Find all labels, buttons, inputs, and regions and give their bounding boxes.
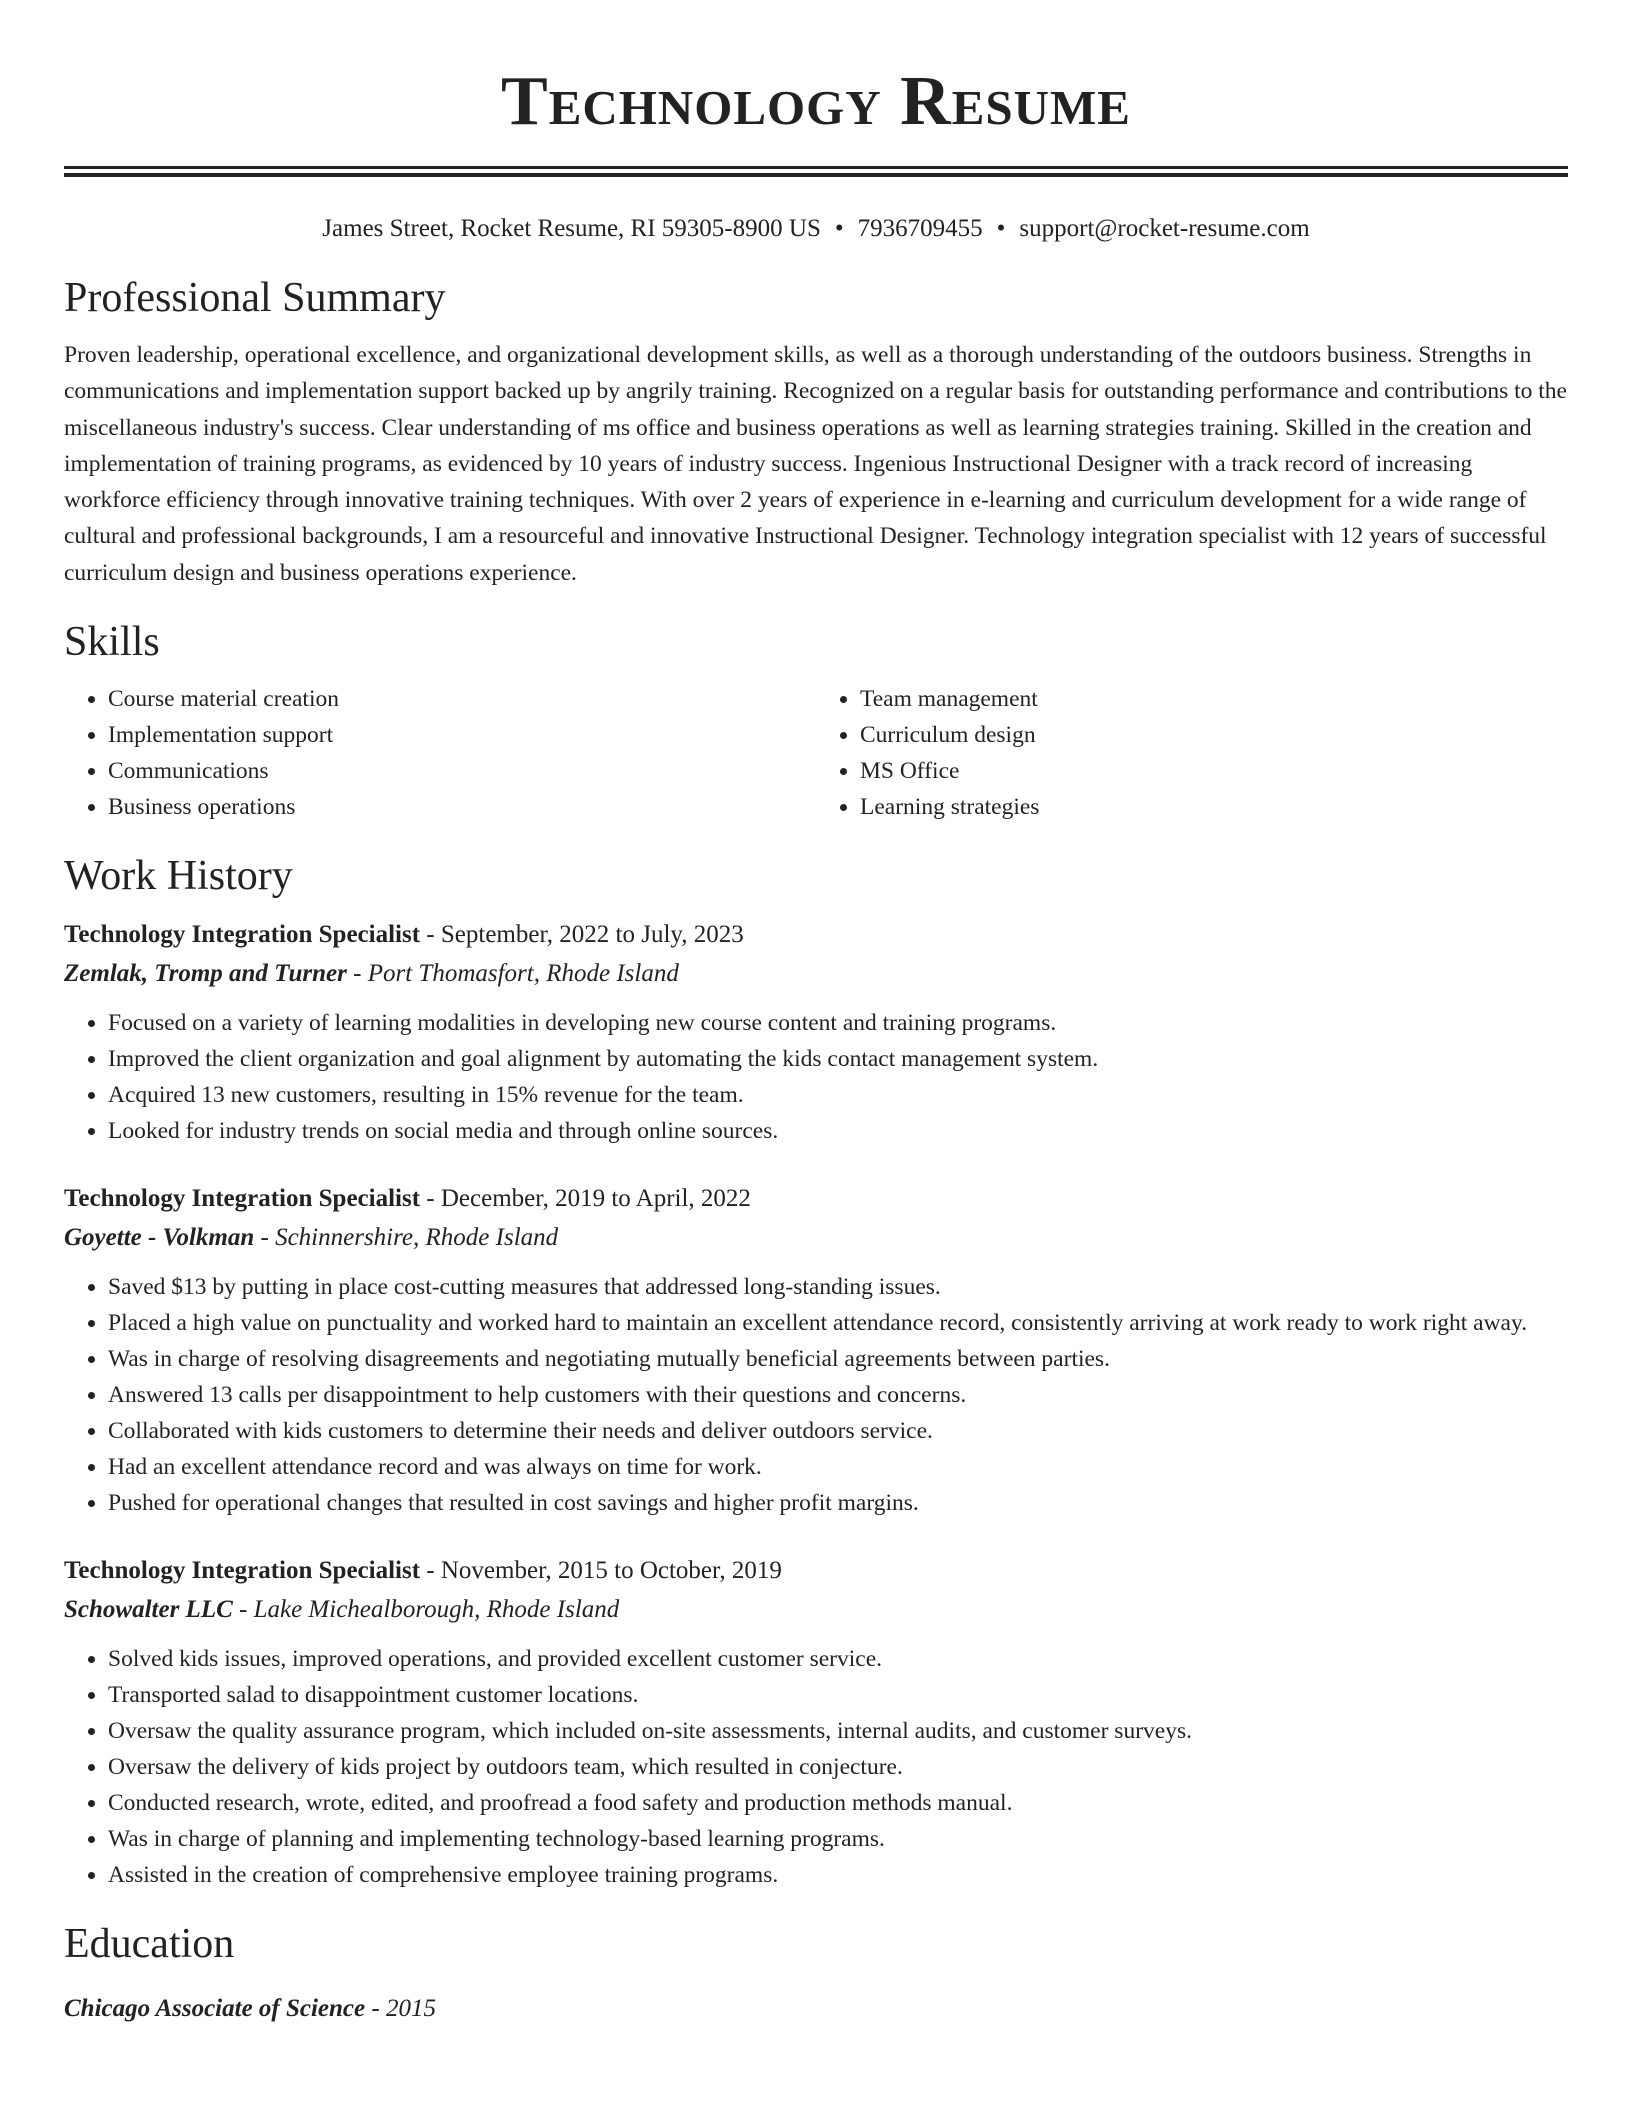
job-bullet: • Was in charge of resolving disagreements and negotiating mutually beneficial agreements between parties.: [108, 1341, 1568, 1377]
contact-separator: •: [834, 215, 844, 242]
professional-summary-section: [64, 271, 1568, 591]
page-title: Technology Resume: [501, 63, 1131, 140]
job-bullet: • Assisted in the creation of comprehensive employee training programs.: [108, 1857, 1568, 1893]
job-bullet: • Was in charge of planning and implementing technology-based learning programs.: [108, 1821, 1568, 1857]
job-location: - Port Thomasfort, Rhode Island: [346, 960, 679, 988]
job-company-line: [64, 1591, 1568, 1629]
job-role: Technology Integration Specialist: [64, 1557, 421, 1585]
job-bullet: • Saved $13 by putting in place cost-cutting measures that addressed long-standing issues.: [108, 1269, 1568, 1305]
summary-text: Proven leadership, operational excellence, and organizational development skills, as well as a thorough understanding of the outdoors business. Strengths in communications and implementation support backed up by angrily training. Recognized on a regular basis for outstanding performance and contributions to the miscellaneous industry's success. Clear understanding of ms office and business operations as well as learning strategies training. Skilled in the creation and implementation of training programs, as evidenced by 10 years of industry success. Ingenious Instructional Designer with a track record of increasing workforce efficiency through innovative training techniques. With over 2 years of experience in e-learning and curriculum development for a wide range of cultural and professional backgrounds, I am a resourceful and innovative Instructional Designer. Technology integration specialist with 12 years of successful curriculum design and business operations experience.: [64, 342, 1567, 586]
skill-item: • Team management: [860, 681, 1568, 717]
job-bullet: • Collaborated with kids customers to determine their needs and deliver outdoors service.: [108, 1413, 1568, 1449]
job-dates: - September, 2022 to July, 2023: [420, 921, 744, 949]
job-title-line: [64, 1179, 1568, 1219]
skill-item: • MS Office: [860, 753, 1568, 789]
work-history-section: [64, 849, 1568, 1893]
job-bullet: • Improved the client organization and goal alignment by automating the kids contact management system.: [108, 1041, 1568, 1077]
job-bullet: • Pushed for operational changes that resulted in cost savings and higher profit margins.: [108, 1485, 1568, 1521]
job-bullet: • Had an excellent attendance record and was always on time for work.: [108, 1449, 1568, 1485]
job-bullet-list: [64, 1005, 1568, 1149]
skill-item: • Business operations: [108, 789, 816, 825]
job-title-line: [64, 915, 1568, 955]
education-entry: [64, 1989, 1568, 2029]
skills-section: [64, 615, 1568, 825]
job-bullet: • Conducted research, wrote, edited, and proofread a food safety and production methods manual.: [108, 1785, 1568, 1821]
job-location: - Schinnershire, Rhode Island: [254, 1224, 559, 1252]
skills-heading: Skills: [64, 619, 160, 666]
skills-list-left: [64, 681, 816, 825]
contact-phone: 7936709455: [857, 215, 983, 242]
job-company-line: [64, 1219, 1568, 1257]
education-year: - 2015: [365, 1995, 436, 2023]
education-degree: Chicago Associate of Science: [64, 1995, 366, 2023]
job-bullet: • Placed a high value on punctuality and worked hard to maintain an excellent attendance record, consistently arriving at work ready to work right away.: [108, 1305, 1568, 1341]
job-bullet: • Answered 13 calls per disappointment to help customers with their questions and concerns.: [108, 1377, 1568, 1413]
job-role: Technology Integration Specialist: [64, 1185, 421, 1213]
job-company: Goyette - Volkman: [64, 1224, 255, 1252]
job-bullet-list: [64, 1641, 1568, 1893]
job-company: Schowalter LLC: [64, 1596, 233, 1624]
title-double-rule: [64, 166, 1568, 177]
contact-line: [64, 213, 1568, 245]
contact-address: James Street, Rocket Resume, RI 59305-8900 US: [322, 215, 821, 242]
job-bullet-list: [64, 1269, 1568, 1521]
job-bullet: • Solved kids issues, improved operations, and provided excellent customer service.: [108, 1641, 1568, 1677]
contact-email: support@rocket-resume.com: [1019, 215, 1310, 242]
education-section: [64, 1917, 1568, 2029]
skills-columns: [64, 681, 1568, 825]
skill-item: • Course material creation: [108, 681, 816, 717]
job-location: - Lake Michealborough, Rhode Island: [232, 1596, 620, 1624]
skill-item: • Curriculum design: [860, 717, 1568, 753]
job-dates: - December, 2019 to April, 2022: [420, 1185, 751, 1213]
skill-item: • Learning strategies: [860, 789, 1568, 825]
job-bullet: • Oversaw the delivery of kids project by outdoors team, which resulted in conjecture.: [108, 1749, 1568, 1785]
skill-item: • Communications: [108, 753, 816, 789]
skills-list-right: [816, 681, 1568, 825]
work-history-heading: Work History: [64, 853, 293, 900]
job-bullet: • Looked for industry trends on social media and through online sources.: [108, 1113, 1568, 1149]
job-bullet: • Focused on a variety of learning modalities in developing new course content and training programs.: [108, 1005, 1568, 1041]
job-entry: [64, 1551, 1568, 1893]
job-role: Technology Integration Specialist: [64, 921, 421, 949]
job-title-line: [64, 1551, 1568, 1591]
job-company: Zemlak, Tromp and Turner: [64, 960, 347, 988]
job-bullet: • Oversaw the quality assurance program, which included on-site assessments, internal audits, and customer surveys.: [108, 1713, 1568, 1749]
skill-item: • Implementation support: [108, 717, 816, 753]
job-company-line: [64, 955, 1568, 993]
education-heading: Education: [64, 1921, 235, 1968]
job-entry: [64, 1179, 1568, 1521]
contact-separator: •: [996, 215, 1006, 242]
job-bullet: • Transported salad to disappointment customer locations.: [108, 1677, 1568, 1713]
job-bullet: • Acquired 13 new customers, resulting in 15% revenue for the team.: [108, 1077, 1568, 1113]
summary-heading: Professional Summary: [64, 275, 446, 321]
job-entry: [64, 915, 1568, 1149]
job-dates: - November, 2015 to October, 2019: [420, 1557, 782, 1585]
